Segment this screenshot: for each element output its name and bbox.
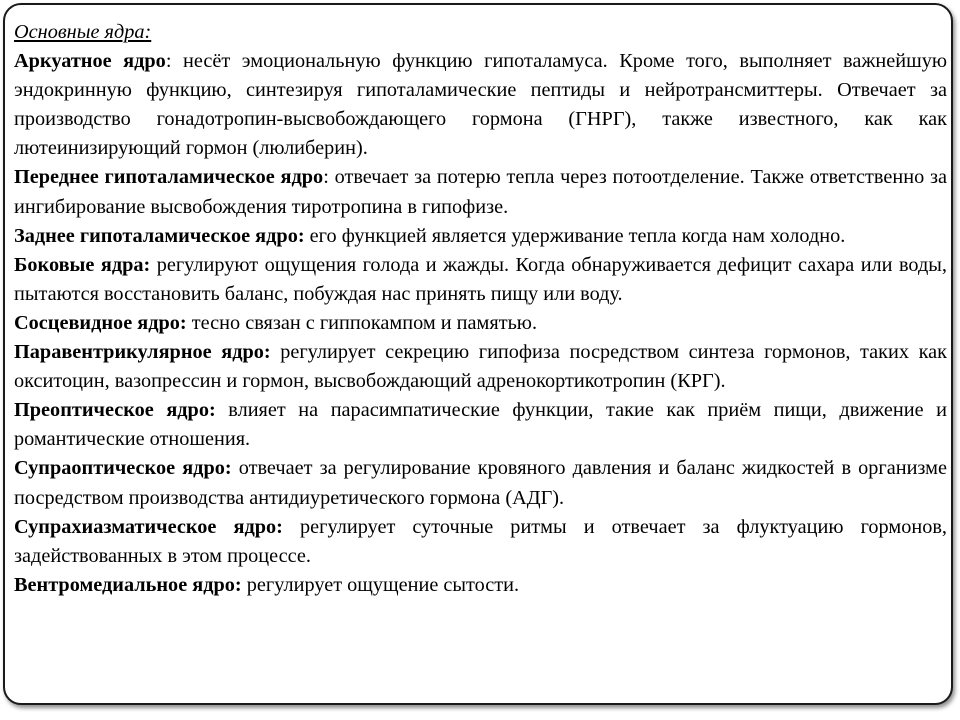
- entry-term: Аркуатное ядро: [14, 50, 166, 73]
- entry-lateral-nuclei: [14, 251, 947, 309]
- entry-paraventricular-nucleus: [14, 338, 947, 396]
- entry-text: его функцией является удерживание тепла когда нам холодно.: [304, 224, 846, 247]
- entry-text: : отвечает за потерю тепла через потоотделение. Также ответственно за ингибирование высвобождения тиротропина в гипофизе.: [14, 166, 947, 218]
- entry-text: отвечает за регулирование кровяного давления и баланс жидкостей в организме посредством производства антидиуретического гормона (АДГ).: [14, 457, 947, 509]
- entry-text: регулируют ощущения голода и жажды. Когда обнаруживается дефицит сахара или воды, пытаются восстановить баланс, побуждая нас принять пищу или воду.: [14, 253, 947, 305]
- entry-suprachiasmatic-nucleus: [14, 513, 947, 571]
- slide-content: [14, 18, 947, 600]
- entry-posterior-hypothalamic-nucleus: [14, 222, 947, 251]
- entry-mammillary-nucleus: [14, 309, 947, 338]
- entry-term: Паравентрикулярное ядро:: [14, 341, 271, 364]
- entry-term: Супраоптическое ядро:: [14, 457, 232, 480]
- entry-arcuate-nucleus: [14, 47, 947, 163]
- entry-term: Заднее гипоталамическое ядро:: [14, 224, 305, 247]
- entry-ventromedial-nucleus: [14, 571, 947, 600]
- entry-term: Вентромедиальное ядро:: [14, 573, 242, 596]
- slide-heading: Основные ядра:: [14, 21, 152, 43]
- entry-text: регулирует суточные ритмы и отвечает за флуктуацию гормонов, задействованных в этом процессе.: [14, 515, 947, 567]
- entry-supraoptic-nucleus: [14, 454, 947, 512]
- entry-term: Переднее гипоталамическое ядро: [14, 166, 324, 189]
- entry-term: Супрахиазматическое ядро:: [14, 515, 283, 538]
- entry-preoptic-nucleus: [14, 396, 947, 454]
- entry-term: Сосцевидное ядро:: [14, 311, 187, 334]
- entry-term: Боковые ядра:: [14, 253, 151, 276]
- entry-text: влияет на парасимпатические функции, такие как приём пищи, движение и романтические отношения.: [14, 399, 947, 451]
- entry-text: тесно связан с гиппокампом и памятью.: [186, 311, 538, 334]
- entry-term: Преоптическое ядро:: [14, 399, 216, 422]
- entry-text: регулирует секрецию гипофиза посредством синтеза гормонов, таких как окситоцин, вазопрессин и гормон, высвобождающий адренокортикотропин (КРГ).: [14, 341, 947, 393]
- entry-text: регулирует ощущение сытости.: [241, 573, 520, 596]
- entry-anterior-hypothalamic-nucleus: [14, 163, 947, 221]
- entry-text: : несёт эмоциональную функцию гипоталамуса. Кроме того, выполняет важнейшую эндокринную функцию, синтезируя гипоталамические пептиды и нейротрансмиттеры. Отвечает за производство гонадотропин-высвобождающего гормона (ГНРГ), также известного, как как лютеинизирующий гормон (люлиберин).: [14, 50, 947, 160]
